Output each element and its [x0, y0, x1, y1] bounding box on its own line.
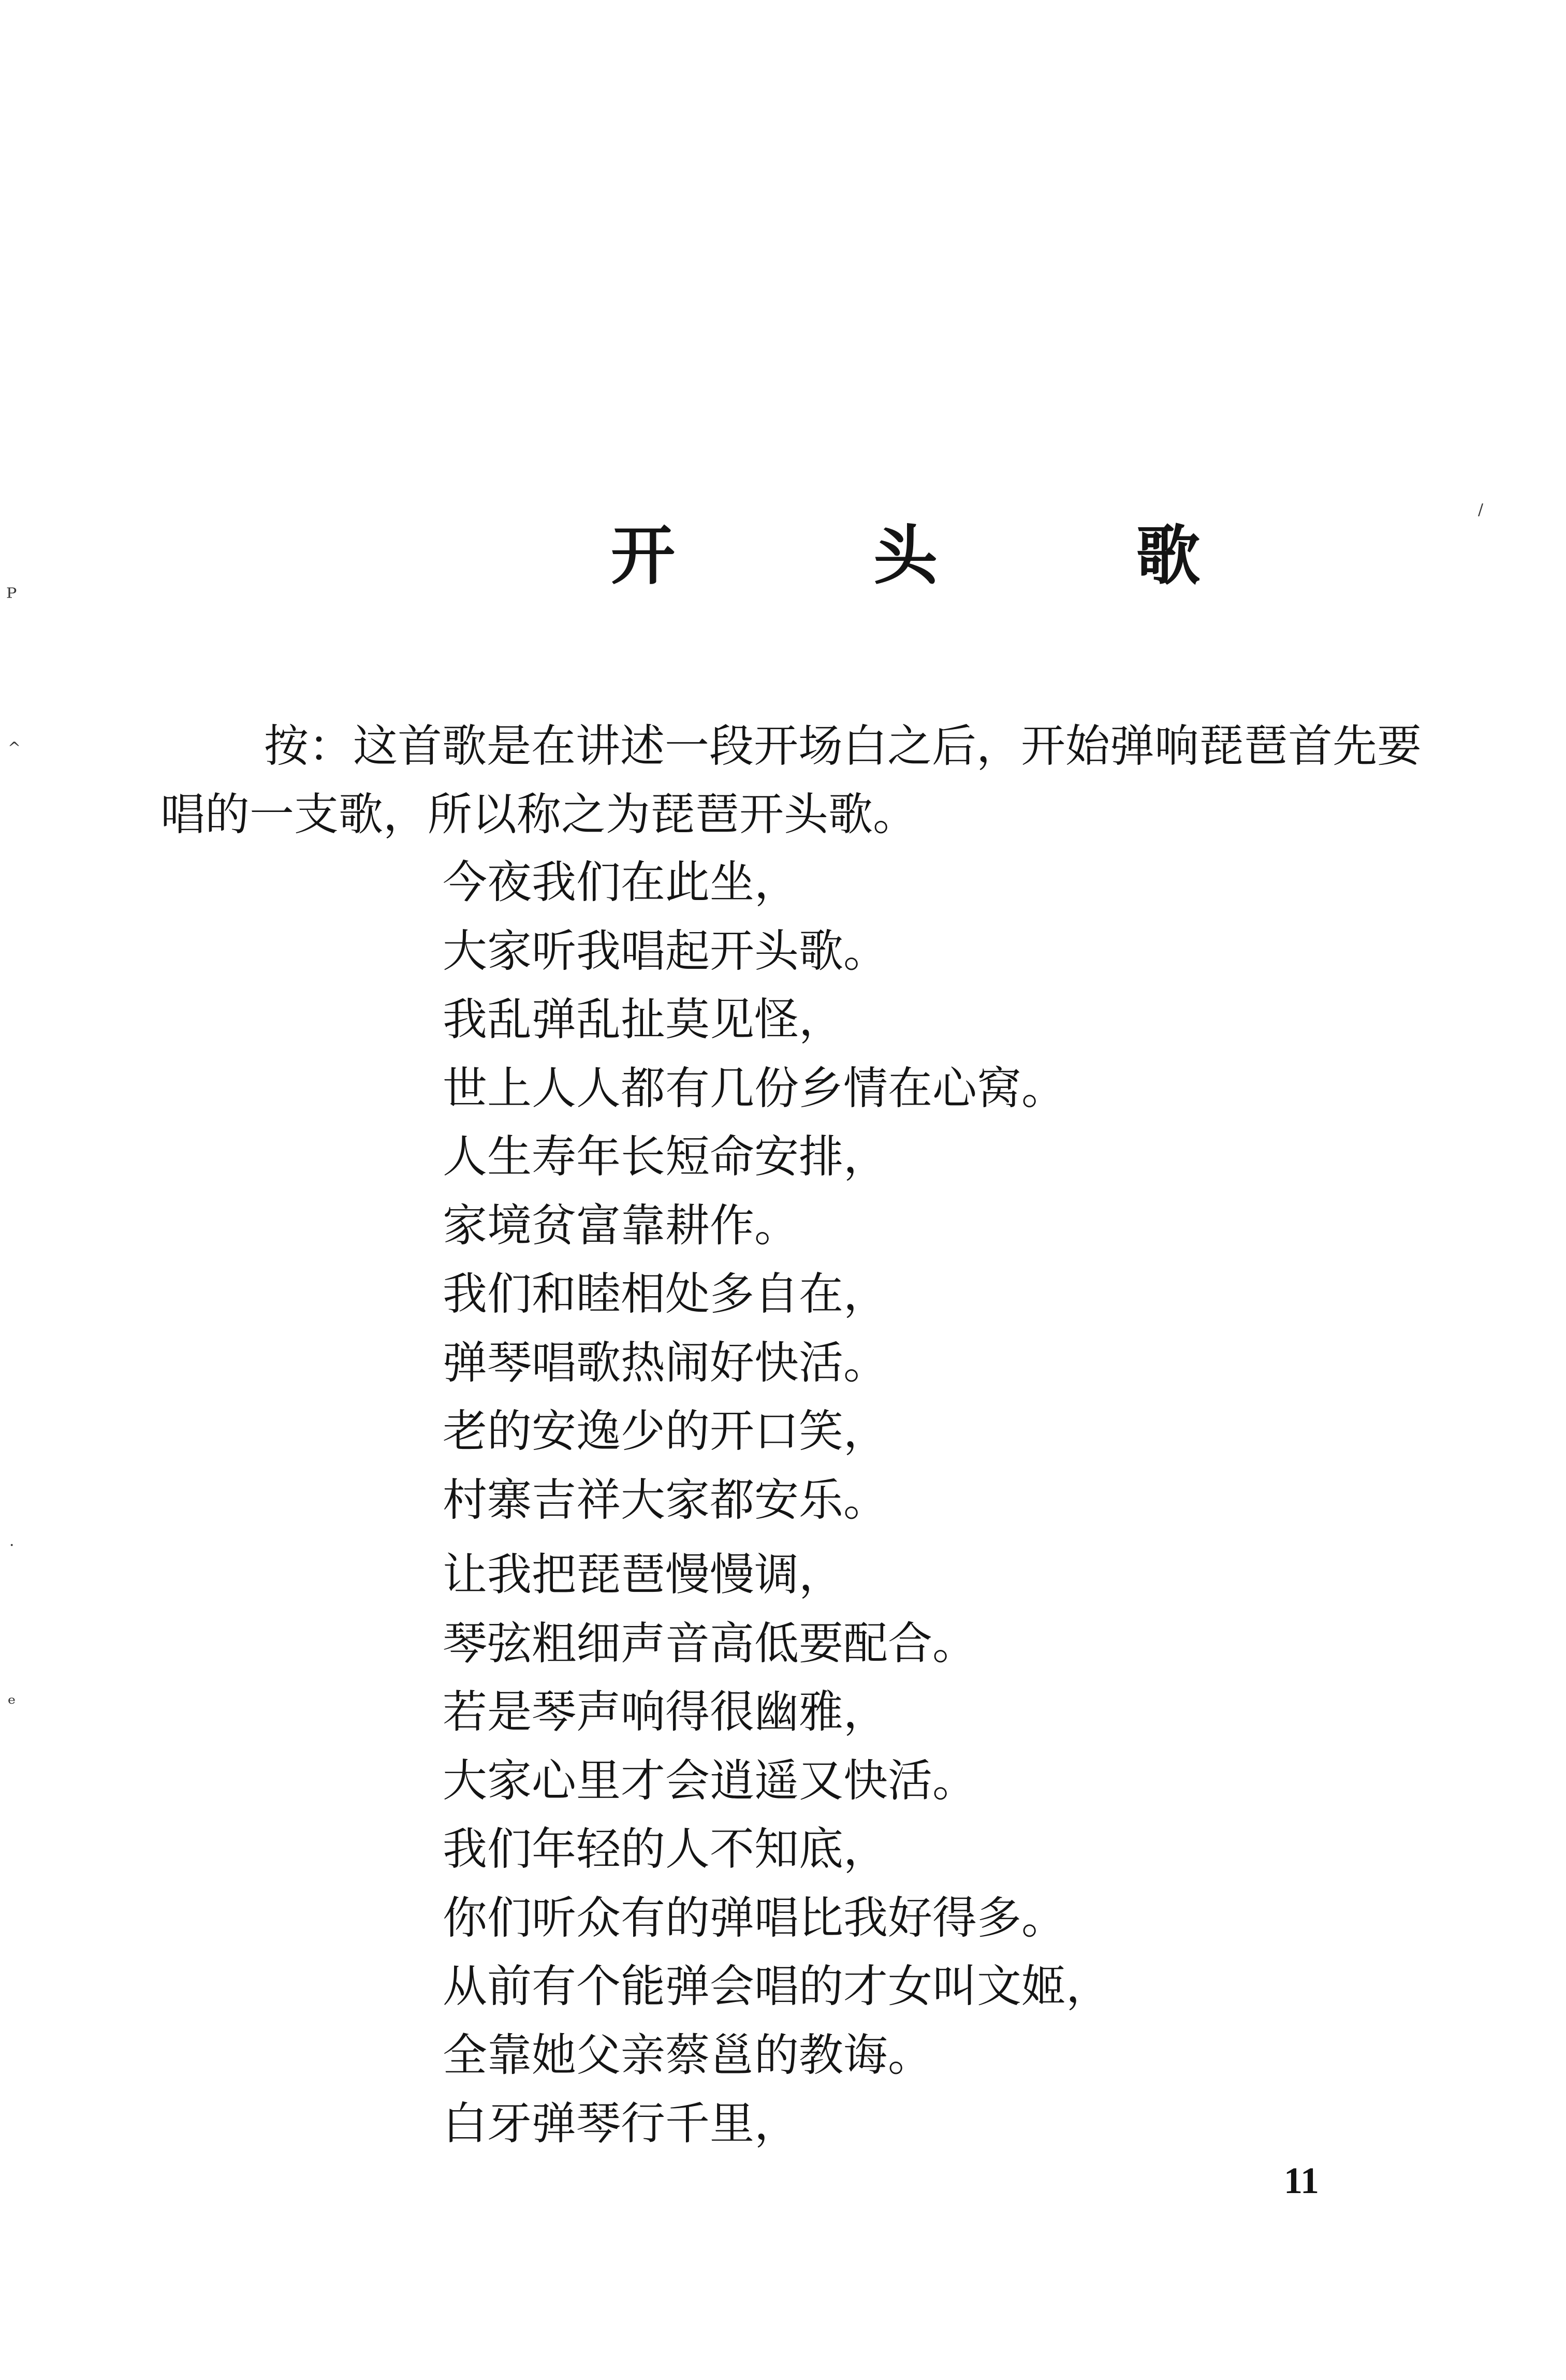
verse-line: 世上人人都有几份乡情在心窝。: [443, 1062, 1066, 1114]
verse-line: 若是琴声响得很幽雅，: [443, 1686, 888, 1738]
verse-line: 你们听众有的弹唱比我好得多。: [443, 1892, 1066, 1944]
verse-line: 我们和睦相处多自在，: [443, 1268, 888, 1320]
scan-speck: /: [1478, 501, 1484, 519]
verse-line: 老的安逸少的开口笑，: [443, 1405, 888, 1457]
page-number: 11: [1284, 2160, 1320, 2201]
scan-speck: ᴾ: [6, 583, 17, 612]
scan-speck: ^: [8, 739, 21, 757]
verse-line: 我们年轻的人不知底，: [443, 1823, 888, 1875]
poem-stanza-1: [443, 848, 1426, 1534]
verse-line: 我乱弹乱扯莫见怪，: [443, 994, 843, 1046]
verse-line: 全靠她父亲蔡邕的教诲。: [443, 2029, 932, 2081]
scan-speck: ᵉ: [8, 1692, 16, 1716]
verse-line: 白牙弹琴行千里，: [443, 2098, 799, 2150]
intro-note-line: 唱的一支歌，所以称之为琵琶开头歌。: [160, 789, 917, 840]
verse-line: 弹琴唱歌热闹好快活。: [443, 1337, 888, 1389]
verse-line: 今夜我们在此坐，: [443, 857, 799, 908]
verse-line: 村寨吉祥大家都安乐。: [443, 1474, 888, 1526]
intro-note: [160, 712, 1434, 849]
verse-line: 琴弦粗细声音高低要配合。: [443, 1617, 977, 1670]
verse-line: 大家听我唱起开头歌。: [443, 925, 888, 977]
verse-line: 家境贫富靠耕作。: [443, 1199, 799, 1252]
page-title: 开 头 歌: [611, 518, 1289, 593]
intro-note-line: 按：这首歌是在讲述一段开场白之后，开始弹响琵琶首先要: [264, 720, 1422, 772]
verse-line: 让我把琵琶慢慢调，: [443, 1549, 843, 1601]
verse-line: 从前有个能弹会唱的才女叫文姬，: [443, 1961, 1110, 2012]
poem-stanza-2: [443, 1541, 1426, 2158]
scan-speck: ·: [9, 1536, 14, 1555]
verse-line: 大家心里才会逍遥又快活。: [443, 1754, 977, 1807]
verse-line: 人生寿年长短命安排，: [443, 1131, 888, 1183]
